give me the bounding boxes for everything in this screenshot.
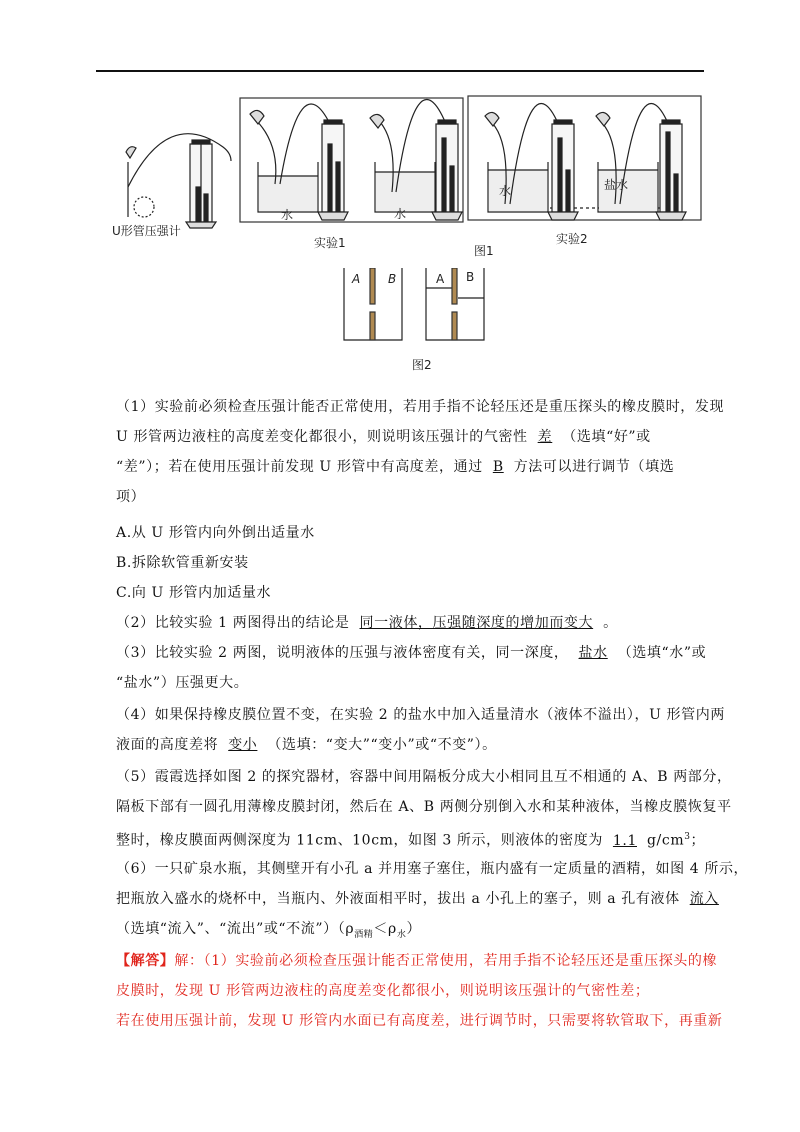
q6-close: ） <box>406 921 422 937</box>
q1-line3 <box>116 452 674 482</box>
q5-line2: 隔板下部有一圆孔用薄橡皮膜封闭，然后在 A、B 两侧分别倒入水和某种液体，当橡皮膜恢复平 <box>116 799 732 815</box>
fig2-caption: 图2 <box>412 358 432 372</box>
header-rule <box>96 70 704 72</box>
q6-line1: （6）一只矿泉水瓶，其侧壁开有小孔 a 并用塞子塞住，瓶内盛有一定质量的酒精，如图 4 所示， <box>116 861 749 877</box>
q6-line3 <box>116 914 421 950</box>
q2-answer: 同一液体，压强随深度的增加而变大 <box>359 615 594 631</box>
q5-line1: （5）霞霞选择如图 2 的探究器材，容器中间用隔板分成大小相同且互不相通的 A、B 两部分， <box>116 769 732 785</box>
q4-post: （选填：“变大”“变小”或“不变”）。 <box>267 737 497 753</box>
fig2-label-a-right: A <box>436 272 445 286</box>
exp2-salt-label: 盐水 <box>604 178 629 192</box>
q3-post: （选填“水”或 <box>617 645 707 661</box>
q6-sub-alcohol: 酒精 <box>354 929 374 940</box>
exp1-caption: 实验1 <box>314 236 346 250</box>
q4-answer: 变小 <box>228 737 258 753</box>
q1-option-a: A.从 U 形管内向外倒出适量水 <box>116 525 315 541</box>
q1-line3-pre: “差”）；若在使用压强计前发现 U 形管中有高度差，通过 <box>116 459 483 475</box>
q1-answer-airtightness: 差 <box>537 429 553 445</box>
exp2-beaker-right <box>596 104 686 220</box>
q6-answer: 流入 <box>689 891 719 907</box>
q3-line1 <box>116 638 706 668</box>
q6-pre: 把瓶放入盛水的烧杯中，当瓶内、外液面相平时，拔出 a 小孔上的塞子，则 a 孔有液体 <box>116 891 680 907</box>
q3-line2: “盐水”）压强更大。 <box>116 675 249 691</box>
u-tube-manometer <box>126 134 231 228</box>
fig2-label-b-left: B <box>388 272 397 286</box>
q2-post: 。 <box>603 615 618 631</box>
q5-line3 <box>116 822 705 856</box>
q2-line <box>116 608 618 638</box>
exp2-caption: 实验2 <box>556 232 588 246</box>
q5-unit: g/cm <box>647 832 685 849</box>
q3-pre: （3）比较实验 2 两图，说明液体的压强与液体密度有关，同一深度， <box>116 645 569 661</box>
q1-line2-post: （选填“好”或 <box>562 429 651 445</box>
q1-line3-post: 方法可以进行调节（填选 <box>513 459 675 475</box>
q5-post: ； <box>690 832 706 849</box>
q6-options: （选填“流入”、“流出”或“不流”） <box>116 921 338 937</box>
solution-line3: 若在使用压强计前，发现 U 形管内水面已有高度差，进行调节时，只需要将软管取下，再重新 <box>116 1013 723 1029</box>
q1-line2 <box>116 422 651 452</box>
exp2-water-label: 水 <box>499 184 512 198</box>
q1-option-b: B.拆除软管重新安装 <box>116 555 249 571</box>
q1-line2-pre: U 形管两边液柱的高度差变化都很小，则说明该压强计的气密性 <box>116 429 528 445</box>
q6-less-than: ＜ρ <box>373 921 397 937</box>
q4-line2 <box>116 730 497 760</box>
solution-tag: 【解答】 <box>116 953 175 969</box>
u-tube-label: U形管压强计 <box>112 224 181 238</box>
q2-pre: （2）比较实验 1 两图得出的结论是 <box>116 615 350 631</box>
q6-line2 <box>116 884 729 914</box>
q4-line1: （4）如果保持橡皮膜位置不变，在实验 2 的盐水中加入适量清水（液体不溢出），U 形管内两 <box>116 707 725 723</box>
q1-line1: （1）实验前必须检查压强计能否正常使用，若用手指不论轻压还是重压探头的橡皮膜时，发现 <box>116 399 725 415</box>
fig2-label-b-right: B <box>466 270 475 284</box>
exp1-water-label-right: 水 <box>394 207 407 221</box>
q1-answer-method: B <box>492 459 504 475</box>
q3-answer: 盐水 <box>578 645 608 661</box>
exp1-beaker-right <box>370 100 462 220</box>
solution-line1-rest: 解：（1）实验前必须检查压强计能否正常使用，若用手指不论轻压还是重压探头的橡 <box>174 953 718 969</box>
exp2-beaker-left <box>485 104 578 220</box>
q6-sub-water: 水 <box>396 929 407 940</box>
q5-unit-sup: 3 <box>684 832 691 842</box>
fig2-label-a-left: A <box>352 272 361 286</box>
q1-option-c: C.向 U 形管内加适量水 <box>116 585 272 601</box>
q4-pre: 液面的高度差将 <box>116 737 219 753</box>
q5-answer: 1.1 <box>612 832 637 849</box>
exp1-beaker-left <box>250 104 348 220</box>
q5-pre: 整时，橡皮膜面两侧深度为 11cm、10cm，如图 3 所示，则液体的密度为 <box>116 832 603 849</box>
q6-rho-open: （ρ <box>337 921 355 937</box>
fig1-caption: 图1 <box>474 244 494 258</box>
exp1-water-label-left: 水 <box>281 208 294 222</box>
solution-line2: 皮膜时，发现 U 形管两边液柱的高度差变化都很小，则说明该压强计的气密性差； <box>116 983 650 999</box>
solution-line1 <box>116 946 717 976</box>
q1-line4: 项） <box>116 489 146 505</box>
